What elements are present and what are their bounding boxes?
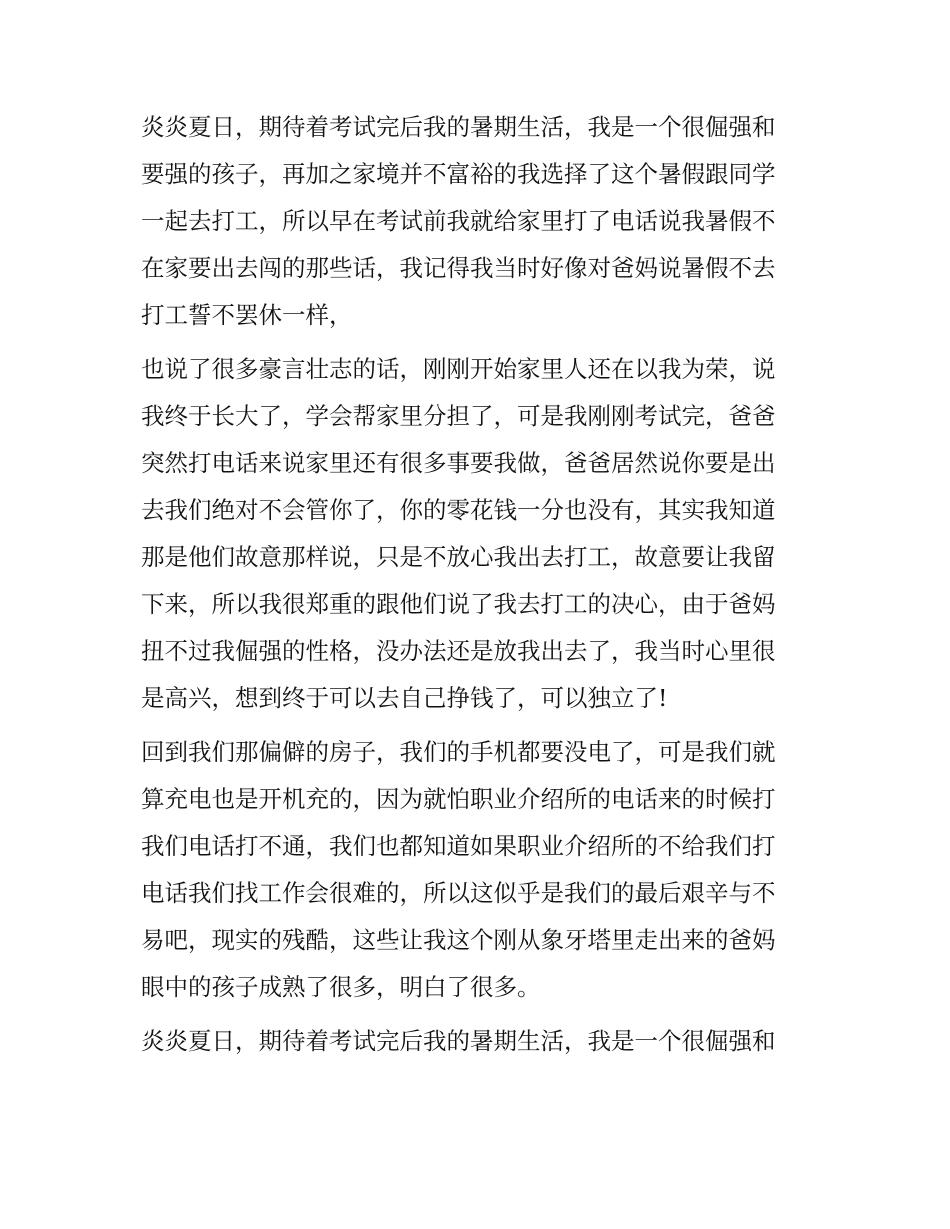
text-line: 我们电话打不通，我们也都知道如果职业介绍所的不给我们打 <box>141 832 776 860</box>
text-line: 打工誓不罢休一样， <box>141 301 353 329</box>
paragraph-4 <box>141 1018 821 1065</box>
text-line: 扭不过我倔强的性格，没办法还是放我出去了，我当时心里很 <box>141 637 776 665</box>
text-line: 是高兴，想到终于可以去自己挣钱了，可以独立了! <box>141 684 668 712</box>
text-line: 炎炎夏日，期待着考试完后我的暑期生活，我是一个很倔强和 <box>141 113 776 141</box>
text-line: 那是他们故意那样说，只是不放心我出去打工，故意要让我留 <box>141 543 776 571</box>
text-line: 炎炎夏日，期待着考试完后我的暑期生活，我是一个很倔强和 <box>141 1027 776 1055</box>
text-line: 眼中的孩子成熟了很多，明白了很多。 <box>141 973 541 1001</box>
text-line: 下来，所以我很郑重的跟他们说了我去打工的决心，由于爸妈 <box>141 590 776 618</box>
text-line: 突然打电话来说家里还有很多事要我做，爸爸居然说你要是出 <box>141 449 776 477</box>
text-line: 电话我们找工作会很难的，所以这似乎是我们的最后艰辛与不 <box>141 879 776 907</box>
text-line: 在家要出去闯的那些话，我记得我当时好像对爸妈说暑假不去 <box>141 254 776 282</box>
text-line: 要强的孩子，再加之家境并不富裕的我选择了这个暑假跟同学 <box>141 160 776 188</box>
text-line: 易吧，现实的残酷，这些让我这个刚从象牙塔里走出来的爸妈 <box>141 926 776 954</box>
text-line: 一起去打工，所以早在考试前我就给家里打了电话说我暑假不 <box>141 207 776 235</box>
text-line: 回到我们那偏僻的房子，我们的手机都要没电了，可是我们就 <box>141 738 776 766</box>
text-line: 去我们绝对不会管你了，你的零花钱一分也没有，其实我知道 <box>141 496 776 524</box>
document-body <box>141 104 821 1065</box>
text-line: 也说了很多豪言壮志的话，刚刚开始家里人还在以我为荣，说 <box>141 355 776 383</box>
text-line: 算充电也是开机充的，因为就怕职业介绍所的电话来的时候打 <box>141 785 776 813</box>
paragraph-1 <box>141 104 821 339</box>
text-line: 我终于长大了，学会帮家里分担了，可是我刚刚考试完，爸爸 <box>141 402 776 430</box>
paragraph-2 <box>141 346 821 722</box>
paragraph-3 <box>141 729 821 1011</box>
